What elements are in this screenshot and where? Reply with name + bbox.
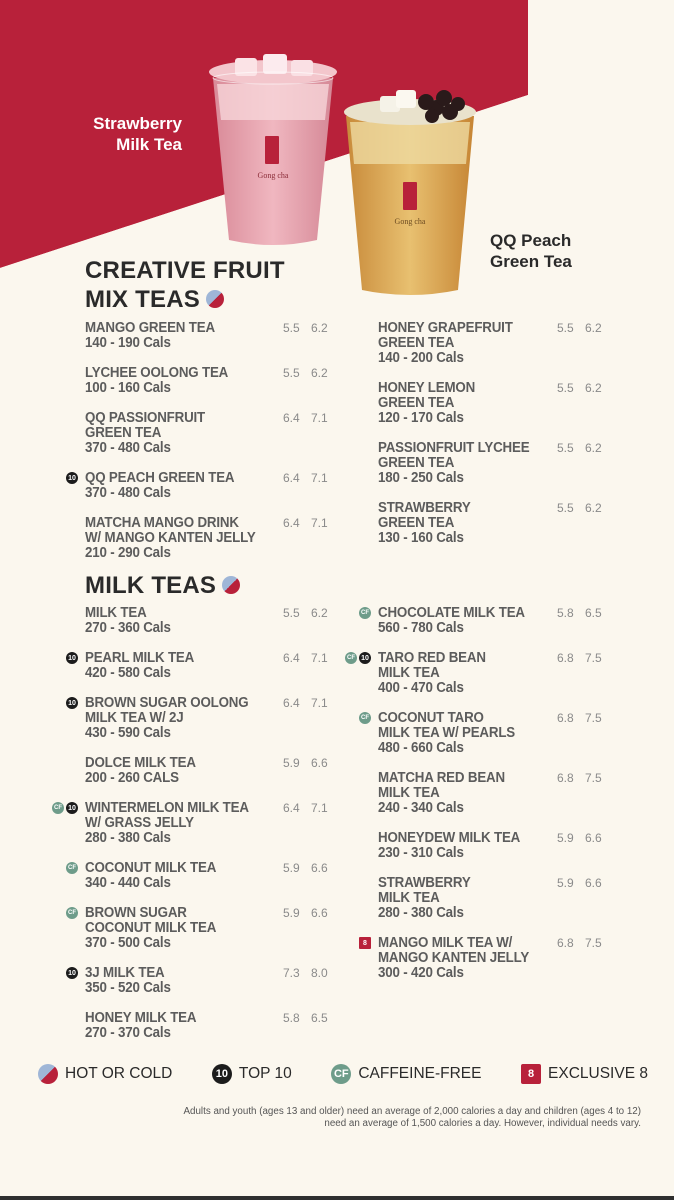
menu-item-calories: 280 - 380 Cals — [85, 830, 171, 846]
price-large: 6.2 — [311, 321, 328, 335]
menu-item-name: 3J MILK TEA — [85, 965, 165, 981]
menu-item-calories: 270 - 370 Cals — [85, 1025, 171, 1041]
menu-item-name: TARO RED BEAN MILK TEA — [378, 650, 486, 681]
top-10-icon: 10 — [359, 652, 371, 664]
menu-item-name: HONEY LEMON GREEN TEA — [378, 380, 476, 411]
price-medium: 6.8 — [557, 711, 574, 725]
menu-item-name: MANGO MILK TEA W/ MANGO KANTEN JELLY — [378, 935, 530, 966]
menu-item-calories: 420 - 580 Cals — [85, 665, 171, 681]
menu-item-calories: 210 - 290 Cals — [85, 545, 171, 561]
menu-item-name: BROWN SUGAR OOLONG MILK TEA W/ 2J — [85, 695, 249, 726]
price-medium: 6.8 — [557, 651, 574, 665]
menu-item — [68, 470, 335, 501]
strawberry-milk-tea-cup-image — [205, 50, 341, 250]
price-large: 7.1 — [311, 411, 328, 425]
legend-caffeine-free: CF CAFFEINE-FREE — [331, 1064, 481, 1084]
legend-top-10: 10 TOP 10 — [212, 1064, 292, 1084]
price-medium: 6.4 — [283, 471, 300, 485]
price-large: 7.1 — [311, 471, 328, 485]
menu-item-badges — [66, 862, 78, 874]
menu-item — [363, 935, 628, 981]
menu-item-badges — [66, 907, 78, 919]
price-large: 7.1 — [311, 651, 328, 665]
price-medium: 6.4 — [283, 516, 300, 530]
menu-item-calories: 140 - 190 Cals — [85, 335, 171, 351]
price-large: 6.2 — [585, 501, 602, 515]
price-medium: 6.4 — [283, 651, 300, 665]
price-large: 6.6 — [311, 861, 328, 875]
top-10-icon: 10 — [66, 652, 78, 664]
menu-item-calories: 480 - 660 Cals — [378, 740, 464, 756]
menu-item — [68, 860, 335, 891]
menu-item-name: COCONUT MILK TEA — [85, 860, 217, 876]
hot-or-cold-icon — [206, 290, 224, 308]
caffeine-free-icon: CF — [331, 1064, 351, 1084]
menu-item — [378, 321, 628, 366]
price-medium: 5.9 — [283, 861, 300, 875]
menu-item-calories: 140 - 200 Cals — [378, 350, 464, 366]
hero-label-qq-peach-green-tea: QQ Peach Green Tea — [490, 231, 572, 271]
menu-item-badges — [359, 937, 371, 949]
menu-item-calories: 130 - 160 Cals — [378, 530, 464, 546]
menu-item-calories: 350 - 520 Cals — [85, 980, 171, 996]
price-large: 6.2 — [311, 606, 328, 620]
menu-item-calories: 100 - 160 Cals — [85, 380, 171, 396]
top-10-icon: 10 — [66, 967, 78, 979]
menu-item-badges — [66, 967, 78, 979]
menu-item-name: STRAWBERRY MILK TEA — [378, 875, 471, 906]
price-large: 6.6 — [311, 906, 328, 920]
menu-item-name: MATCHA RED BEAN MILK TEA — [378, 770, 505, 801]
price-large: 6.5 — [311, 1011, 328, 1025]
price-medium: 5.5 — [557, 381, 574, 395]
menu-item-name: CHOCOLATE MILK TEA — [378, 605, 525, 621]
price-medium: 6.4 — [283, 411, 300, 425]
price-large: 7.1 — [311, 516, 328, 530]
price-medium: 5.8 — [283, 1011, 300, 1025]
menu-item-name: COCONUT TARO MILK TEA W/ PEARLS — [378, 710, 516, 741]
price-large: 6.6 — [585, 831, 602, 845]
price-medium: 7.3 — [283, 966, 300, 980]
legend — [38, 1062, 648, 1086]
caffeine-free-icon: CF — [52, 802, 64, 814]
top-10-icon: 10 — [66, 472, 78, 484]
menu-item — [361, 605, 628, 636]
section-title-creative-fruit-mix-teas: CREATIVE FRUIT MIX TEAS — [85, 257, 285, 313]
menu-item-name: PEARL MILK TEA — [85, 650, 195, 666]
menu-item-name: BROWN SUGAR COCONUT MILK TEA — [85, 905, 217, 936]
menu-item-name: HONEYDEW MILK TEA — [378, 830, 521, 846]
menu-item-badges — [359, 607, 371, 619]
price-large: 6.5 — [585, 606, 602, 620]
menu-item-calories: 300 - 420 Cals — [378, 965, 464, 981]
legend-hot-or-cold: HOT OR COLD — [38, 1064, 172, 1084]
price-large: 6.2 — [585, 321, 602, 335]
menu-item — [378, 771, 628, 816]
price-large: 6.2 — [311, 366, 328, 380]
bottom-divider — [0, 1196, 674, 1200]
menu-item — [85, 366, 335, 396]
price-medium: 5.9 — [283, 756, 300, 770]
hot-or-cold-icon — [222, 576, 240, 594]
menu-item-calories: 230 - 310 Cals — [378, 845, 464, 861]
price-large: 6.2 — [585, 381, 602, 395]
menu-item-name: QQ PASSIONFRUIT GREEN TEA — [85, 410, 206, 441]
price-medium: 6.8 — [557, 771, 574, 785]
menu-item-name: STRAWBERRY GREEN TEA — [378, 500, 471, 531]
price-medium: 5.5 — [557, 321, 574, 335]
top-10-icon: 10 — [66, 802, 78, 814]
price-medium: 5.5 — [283, 606, 300, 620]
menu-item — [378, 876, 628, 921]
menu-item — [85, 321, 335, 351]
menu-item-name: HONEY MILK TEA — [85, 1010, 197, 1026]
menu-item-calories: 370 - 480 Cals — [85, 440, 171, 456]
menu-item-calories: 370 - 500 Cals — [85, 935, 171, 951]
menu-item — [378, 831, 628, 861]
top-10-icon: 10 — [66, 697, 78, 709]
caffeine-free-icon: CF — [359, 712, 371, 724]
qq-peach-green-tea-cup-image — [340, 86, 480, 300]
menu-item-name: PASSIONFRUIT LYCHEE GREEN TEA — [378, 440, 530, 471]
menu-item — [85, 756, 335, 786]
menu-item — [68, 650, 335, 681]
menu-item-name: DOLCE MILK TEA — [85, 755, 196, 771]
price-medium: 5.5 — [557, 501, 574, 515]
menu-item-calories: 270 - 360 Cals — [85, 620, 171, 636]
menu-item-badges — [66, 652, 78, 664]
menu-item — [347, 650, 628, 696]
price-large: 7.5 — [585, 711, 602, 725]
caffeine-free-icon: CF — [345, 652, 357, 664]
menu-item-name: MATCHA MANGO DRINK W/ MANGO KANTEN JELLY — [85, 515, 256, 546]
menu-item — [68, 695, 335, 741]
menu-item-name: HONEY GRAPEFRUIT GREEN TEA — [378, 320, 513, 351]
menu-item-badges — [52, 802, 78, 814]
price-medium: 5.9 — [557, 876, 574, 890]
price-medium: 5.9 — [557, 831, 574, 845]
menu-item-badges — [345, 652, 371, 664]
menu-item — [378, 381, 628, 426]
menu-item-calories: 120 - 170 Cals — [378, 410, 464, 426]
price-large: 7.5 — [585, 651, 602, 665]
menu-item-name: QQ PEACH GREEN TEA — [85, 470, 235, 486]
price-medium: 6.4 — [283, 696, 300, 710]
caffeine-free-icon: CF — [359, 607, 371, 619]
price-large: 6.2 — [585, 441, 602, 455]
menu-item — [85, 606, 335, 636]
menu-item-calories: 240 - 340 Cals — [378, 800, 464, 816]
menu-item-calories: 200 - 260 CALS — [85, 770, 179, 786]
menu-item-calories: 560 - 780 Cals — [378, 620, 464, 636]
hero-label-strawberry-milk-tea: Strawberry Milk Tea — [93, 114, 182, 154]
exclusive-8-icon: 8 — [359, 937, 371, 949]
price-medium: 5.8 — [557, 606, 574, 620]
hot-or-cold-icon — [38, 1064, 58, 1084]
menu-item-calories: 280 - 380 Cals — [378, 905, 464, 921]
menu-item — [68, 965, 335, 996]
price-medium: 6.8 — [557, 936, 574, 950]
calorie-disclaimer: Adults and youth (ages 13 and older) need an average of 2,000 calories a day and children (ages 4 to 12) need an average of 1,500 calories a day. However, individual needs vary. — [183, 1106, 641, 1129]
legend-exclusive-8: 8 EXCLUSIVE 8 — [521, 1064, 648, 1084]
price-large: 8.0 — [311, 966, 328, 980]
caffeine-free-icon: CF — [66, 907, 78, 919]
menu-item-badges — [66, 472, 78, 484]
exclusive-8-icon: 8 — [521, 1064, 541, 1084]
price-medium: 6.4 — [283, 801, 300, 815]
price-medium: 5.9 — [283, 906, 300, 920]
menu-item — [85, 1011, 335, 1041]
menu-item-calories: 400 - 470 Cals — [378, 680, 464, 696]
price-large: 7.5 — [585, 936, 602, 950]
caffeine-free-icon: CF — [66, 862, 78, 874]
price-medium: 5.5 — [283, 321, 300, 335]
menu-item — [378, 441, 628, 486]
price-large: 7.5 — [585, 771, 602, 785]
top-10-icon: 10 — [212, 1064, 232, 1084]
menu-item-name: WINTERMELON MILK TEA W/ GRASS JELLY — [85, 800, 249, 831]
menu-item-calories: 180 - 250 Cals — [378, 470, 464, 486]
menu-item-badges — [66, 697, 78, 709]
price-large: 7.1 — [311, 696, 328, 710]
price-large: 6.6 — [585, 876, 602, 890]
price-medium: 5.5 — [557, 441, 574, 455]
menu-item-calories: 340 - 440 Cals — [85, 875, 171, 891]
price-large: 7.1 — [311, 801, 328, 815]
menu-item — [85, 411, 335, 456]
menu-item-name: MILK TEA — [85, 605, 147, 621]
price-large: 6.6 — [311, 756, 328, 770]
menu-item-name: MANGO GREEN TEA — [85, 320, 215, 336]
price-medium: 5.5 — [283, 366, 300, 380]
menu-item-badges — [359, 712, 371, 724]
svg-text:Gong cha: Gong cha — [257, 171, 289, 180]
menu-item — [54, 800, 335, 846]
menu-item — [361, 710, 628, 756]
menu-item — [68, 905, 335, 951]
menu-item-calories: 370 - 480 Cals — [85, 485, 171, 501]
menu-item — [378, 501, 628, 546]
menu-item — [85, 516, 335, 561]
menu-item-name: LYCHEE OOLONG TEA — [85, 365, 229, 381]
section-title-milk-teas: MILK TEAS — [85, 571, 240, 600]
svg-text:Gong cha: Gong cha — [394, 217, 426, 226]
menu-item-calories: 430 - 590 Cals — [85, 725, 171, 741]
